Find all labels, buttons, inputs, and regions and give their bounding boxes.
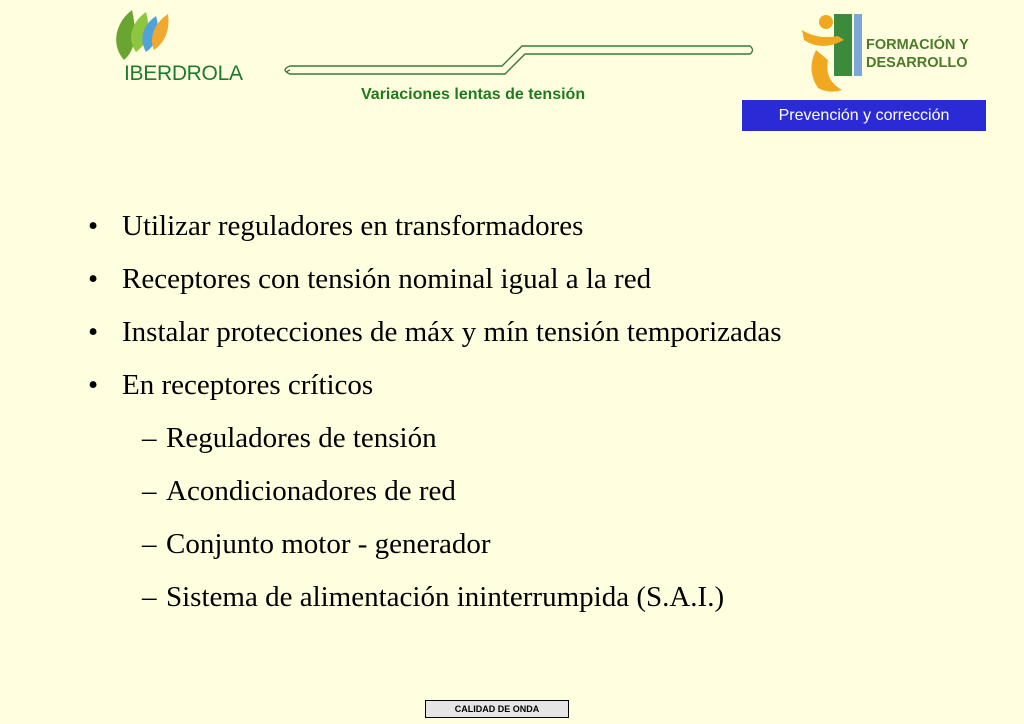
sub-bullet-item: – Sistema de alimentación ininterrumpida (S.A.I.) xyxy=(88,571,782,624)
bullet-item: • Utilizar reguladores en transformadores xyxy=(88,200,782,253)
bullet-item: • Instalar protecciones de máx y mín tensión temporizadas xyxy=(88,306,782,359)
footer-label: CALIDAD DE ONDA xyxy=(425,700,569,718)
bullet-list xyxy=(88,200,782,624)
bullet-item: • En receptores críticos xyxy=(88,359,782,412)
sub-bullet-item: – Acondicionadores de red xyxy=(88,465,782,518)
sub-bullet-item: – Reguladores de tensión xyxy=(88,412,782,465)
bullet-item: • Receptores con tensión nominal igual a la red xyxy=(88,253,782,306)
partner-logo-text xyxy=(866,36,969,72)
section-badge: Prevención y corrección xyxy=(742,100,986,131)
sub-bullet-item: – Conjunto motor - generador xyxy=(88,518,782,571)
slide-title: Variaciones lentas de tensión xyxy=(361,86,586,103)
brand-name: IBERDROLA xyxy=(124,62,243,85)
partner-logo-line: DESARROLLO xyxy=(866,55,968,71)
partner-logo-line: FORMACIÓN Y xyxy=(866,37,969,53)
